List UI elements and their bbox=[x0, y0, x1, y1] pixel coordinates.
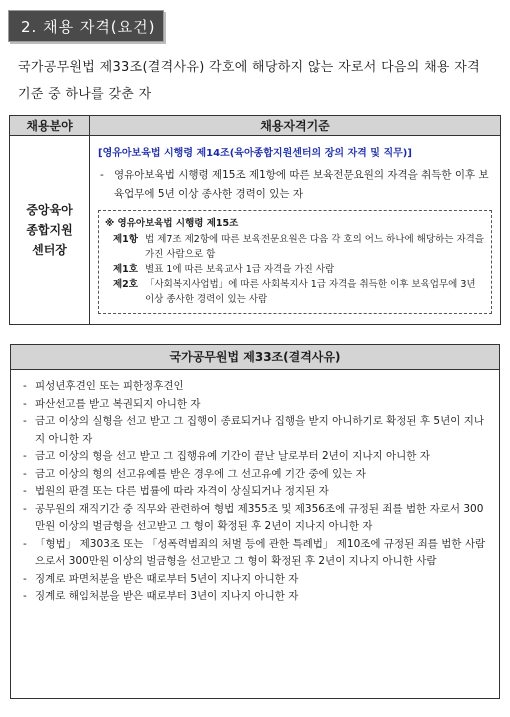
reference-key: 제2호 bbox=[113, 279, 138, 290]
list-item-text: 「형법」 제303조 또는 「성폭력범죄의 처벌 등에 관한 특례법」 제10조에 규정된 죄를 범한 사람으로서 300만원 이상의 벌금형을 선고받고 그 형이 확정된 후 2년이 지나지 아니한 사람 bbox=[35, 537, 486, 567]
reference-value: 법 제7조 제2항에 따른 보육전문요원은 다음 각 호의 어느 하나에 해당하는 자격을 가진 사람으로 함 bbox=[145, 234, 484, 260]
section-title: 2. 채용 자격(요건) bbox=[8, 10, 164, 42]
dash-marker: - bbox=[100, 169, 104, 181]
list-item bbox=[23, 588, 489, 606]
list-item bbox=[23, 413, 489, 448]
header-field: 채용분야 bbox=[10, 116, 90, 136]
criteria-heading: [영유아보육법 시행령 제14조(육아종합지원센터의 장의 자격 및 직무)] bbox=[98, 148, 412, 159]
dash-marker: - bbox=[23, 397, 27, 410]
reference-key: 제1항 bbox=[113, 234, 138, 245]
reference-key: 제1호 bbox=[113, 264, 138, 275]
dash-marker: - bbox=[23, 572, 27, 585]
list-item-text: 피성년후견인 또는 피한정후견인 bbox=[35, 380, 184, 392]
list-item-text: 금고 이상의 형의 선고유예를 받은 경우에 그 선고유예 기간 중에 있는 자 bbox=[35, 467, 366, 480]
field-name-text: 중앙육아 종합지원 센터장 bbox=[26, 203, 73, 257]
criteria-item-text: 영유아보육법 시행령 제15조 제1항에 따른 보육전문요원의 자격을 취득한 이후 보육업무에 5년 이상 종사한 경력이 있는 자 bbox=[114, 169, 489, 200]
list-item-text: 징계로 해임처분을 받은 때로부터 3년이 지나지 아니한 자 bbox=[35, 590, 299, 602]
dash-marker: - bbox=[23, 450, 27, 462]
list-item-text: 징계로 파면처분을 받은 때로부터 5년이 지나지 아니한 자 bbox=[35, 572, 299, 585]
reference-row bbox=[105, 232, 485, 262]
header-criteria: 채용자격기준 bbox=[90, 116, 501, 136]
dash-marker: - bbox=[23, 590, 27, 602]
reference-row bbox=[105, 277, 485, 307]
intro-text: 국가공무원법 제33조(결격사유) 각호에 해당하지 않는 자로서 다음의 채용 자격 기준 중 하나를 갖춘 자 bbox=[18, 60, 480, 102]
table-header-row bbox=[10, 116, 501, 136]
reference-title: ※ 영유아보육법 시행령 제15조 bbox=[105, 218, 239, 229]
dash-marker: - bbox=[23, 415, 27, 427]
list-item-text: 공무원의 재직기간 중 직무와 관련하여 형법 제355조 및 제356조에 규정된 죄를 범한 자로서 300만원 이상의 벌금형을 선고받고 그 형이 확정된 후 2년이 지나지 아니한 자 bbox=[35, 502, 484, 532]
field-name bbox=[10, 136, 90, 325]
dash-marker: - bbox=[23, 467, 27, 480]
criteria-item bbox=[98, 166, 492, 204]
list-item bbox=[23, 571, 489, 589]
list-item bbox=[23, 466, 489, 484]
list-item bbox=[23, 483, 489, 501]
list-item bbox=[23, 448, 489, 466]
list-item bbox=[23, 378, 489, 396]
disqualification-panel bbox=[10, 344, 500, 699]
dash-marker: - bbox=[23, 485, 27, 497]
list-item bbox=[23, 396, 489, 414]
list-item-text: 법원의 판결 또는 다른 법률에 따라 자격이 상실되거나 정지된 자 bbox=[35, 485, 329, 497]
qualification-table bbox=[9, 115, 501, 325]
list-item-text: 파산선고를 받고 복권되지 아니한 자 bbox=[35, 397, 201, 410]
list-item-text: 금고 이상의 형을 선고 받고 그 집행유예 기간이 끝난 날로부터 2년이 지나지 아니한 자 bbox=[35, 450, 430, 462]
disqualification-header: 국가공무원법 제33조(결격사유) bbox=[11, 345, 499, 370]
dash-marker: - bbox=[23, 537, 27, 550]
criteria-cell bbox=[90, 136, 501, 325]
reference-value: 별표 1에 따른 보육교사 1급 자격을 가진 사람 bbox=[145, 264, 335, 275]
reference-row bbox=[105, 262, 485, 277]
disqualification-list bbox=[11, 370, 499, 606]
dash-marker: - bbox=[23, 502, 27, 515]
list-item bbox=[23, 536, 489, 571]
table-row bbox=[10, 136, 501, 325]
reference-value: 「사회복지사업법」에 따른 사회복지사 1급 자격을 취득한 이후 보육업무에 3년 이상 종사한 경력이 있는 사람 bbox=[145, 279, 476, 305]
list-item bbox=[23, 501, 489, 536]
reference-box bbox=[98, 210, 492, 314]
dash-marker: - bbox=[23, 380, 27, 392]
list-item-text: 금고 이상의 실형을 선고 받고 그 집행이 종료되거나 집행을 받지 아니하기로 확정된 후 5년이 지나지 아니한 자 bbox=[35, 415, 484, 445]
